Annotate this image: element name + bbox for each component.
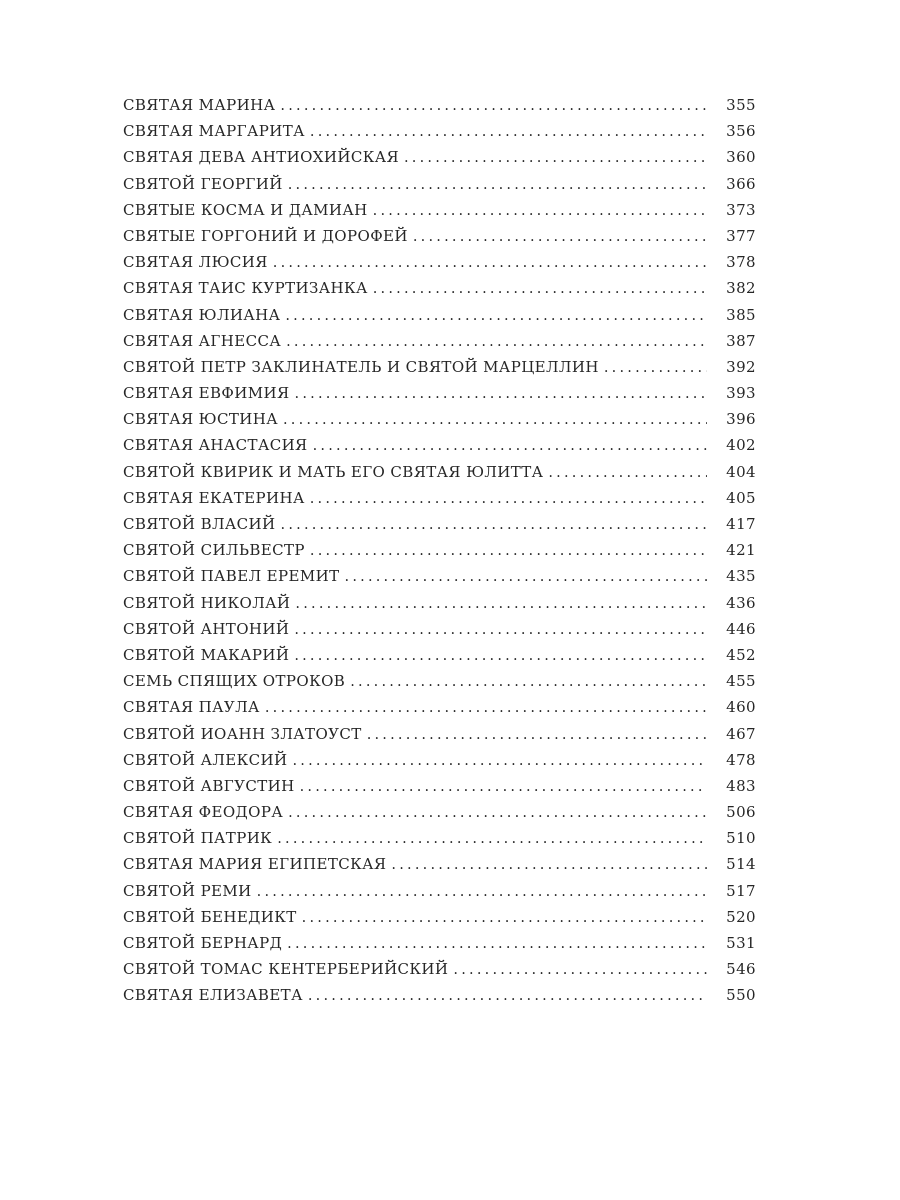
dot-leader: [404, 148, 707, 163]
toc-entry-title: СВЯТЫЕ КОСМА И ДАМИАН: [123, 200, 368, 219]
toc-entry-title: СВЯТОЙ РЕМИ: [123, 881, 252, 900]
dot-leader: [604, 358, 707, 373]
dot-leader: [294, 646, 707, 661]
toc-entry-title: СВЯТОЙ АЛЕКСИЙ: [123, 750, 288, 769]
toc-entry: [123, 175, 756, 201]
toc-entry-page-number: 373: [726, 200, 756, 219]
toc-entry: [123, 620, 756, 646]
toc-entry-title: СВЯТОЙ БЕНЕДИКТ: [123, 907, 297, 926]
toc-entry: [123, 908, 756, 934]
toc-entry: [123, 934, 756, 960]
dot-leader: [281, 515, 707, 530]
toc-entry-title: СВЯТОЙ АВГУСТИН: [123, 776, 295, 795]
toc-entry: [123, 122, 756, 148]
toc-entry: [123, 410, 756, 436]
dot-leader: [285, 306, 707, 321]
toc-entry-page-number: 385: [726, 305, 756, 324]
toc-entry-page-number: 396: [726, 410, 756, 429]
dot-leader: [277, 829, 707, 844]
toc-entry-title: СВЯТОЙ БЕРНАРД: [123, 934, 283, 952]
toc-entry-page-number: 506: [726, 803, 756, 822]
toc-entry: [123, 358, 756, 384]
dot-leader: [313, 436, 707, 451]
dot-leader: [367, 725, 707, 740]
toc-entry-title: СВЯТОЙ ТОМАС КЕНТЕРБЕРИЙСКИЙ: [123, 960, 449, 979]
toc-entry-title: СВЯТАЯ АНАСТАСИЯ: [123, 436, 308, 455]
toc-entry-page-number: 460: [726, 698, 756, 717]
toc-entry-page-number: 483: [726, 776, 756, 795]
toc-entry: [123, 96, 756, 122]
dot-leader: [548, 463, 707, 478]
toc-entry: [123, 541, 756, 567]
toc-entry: [123, 384, 756, 410]
toc-entry: [123, 777, 756, 803]
dot-leader: [292, 751, 707, 766]
dot-leader: [300, 777, 707, 792]
dot-leader: [265, 698, 707, 713]
toc-entry-title: СВЯТОЙ ВЛАСИЙ: [123, 515, 276, 533]
toc-entry-title: СВЯТАЯ ЕВФИМИЯ: [123, 384, 290, 403]
dot-leader: [302, 908, 707, 923]
dot-leader: [286, 332, 707, 347]
dot-leader: [310, 489, 707, 504]
dot-leader: [288, 803, 707, 818]
toc-entry-title: СВЯТАЯ ПАУЛА: [123, 698, 260, 717]
toc-entry-page-number: 392: [726, 357, 756, 376]
toc-entry: [123, 803, 756, 829]
dot-leader: [373, 201, 707, 216]
toc-entry: [123, 515, 756, 541]
toc-entry-page-number: 478: [726, 750, 756, 769]
toc-entry-page-number: 452: [726, 645, 756, 664]
dot-leader: [295, 384, 707, 399]
toc-entry: [123, 253, 756, 279]
toc-entry: [123, 489, 756, 515]
toc-entry-title: СВЯТОЙ ПАТРИК: [123, 829, 273, 848]
toc-entry: [123, 646, 756, 672]
toc-entry: [123, 148, 756, 174]
toc-entry: [123, 725, 756, 751]
toc-entry-page-number: 366: [726, 174, 756, 193]
toc-entry-page-number: 402: [726, 436, 756, 455]
toc-entry-page-number: 378: [726, 253, 756, 272]
toc-entry-title: СВЯТАЯ ЮЛИАНА: [123, 305, 281, 324]
toc-entry: [123, 201, 756, 227]
dot-leader: [280, 96, 707, 111]
dot-leader: [294, 620, 707, 635]
toc-entry-page-number: 531: [726, 934, 756, 952]
toc-entry-title: СВЯТОЙ НИКОЛАЙ: [123, 593, 291, 612]
toc-entry-title: СВЯТОЙ ГЕОРГИЙ: [123, 174, 283, 193]
dot-leader: [273, 253, 707, 268]
dot-leader: [413, 227, 707, 242]
dot-leader: [453, 960, 707, 975]
toc-entry: [123, 751, 756, 777]
toc-entry: [123, 672, 756, 698]
toc-entry-title: СВЯТОЙ ПЕТР ЗАКЛИНАТЕЛЬ И СВЯТОЙ МАРЦЕЛЛИН: [123, 357, 599, 376]
toc-entry-title: СВЯТОЙ АНТОНИЙ: [123, 619, 290, 638]
dot-leader: [345, 567, 707, 582]
toc-entry-page-number: 435: [726, 567, 756, 586]
toc-entry-title: СВЯТАЯ ТАИС КУРТИЗАНКА: [123, 279, 368, 298]
toc-entry: [123, 463, 756, 489]
dot-leader: [310, 541, 707, 556]
dot-leader: [283, 410, 707, 425]
toc-entry: [123, 306, 756, 332]
toc-entry-title: СВЯТАЯ ЮСТИНА: [123, 410, 278, 429]
dot-leader: [295, 594, 707, 609]
toc-entry-title: СВЯТАЯ ЕЛИЗАВЕТА: [123, 986, 303, 1005]
toc-entry-title: СВЯТОЙ КВИРИК И МАТЬ ЕГО СВЯТАЯ ЮЛИТТА: [123, 462, 544, 481]
toc-entry: [123, 960, 756, 986]
toc-entry-title: СВЯТОЙ ПАВЕЛ ЕРЕМИТ: [123, 567, 340, 586]
toc-entry-title: СВЯТОЙ ИОАНН ЗЛАТОУСТ: [123, 724, 362, 743]
toc-entry-page-number: 546: [726, 960, 756, 979]
toc-entry-title: СВЯТАЯ МАРГАРИТА: [123, 122, 305, 141]
toc-entry-page-number: 550: [726, 986, 756, 1005]
toc-entry: [123, 279, 756, 305]
dot-leader: [257, 882, 707, 897]
toc-entry-page-number: 436: [726, 593, 756, 612]
toc-entry-title: СЕМЬ СПЯЩИХ ОТРОКОВ: [123, 672, 346, 691]
toc-entry-page-number: 421: [726, 541, 756, 560]
toc-entry-page-number: 514: [726, 855, 756, 874]
table-of-contents: [123, 96, 756, 1013]
toc-entry-title: СВЯТАЯ ЛЮСИЯ: [123, 253, 268, 272]
dot-leader: [287, 934, 707, 949]
toc-entry-page-number: 510: [726, 829, 756, 848]
toc-entry-page-number: 393: [726, 384, 756, 403]
toc-entry: [123, 829, 756, 855]
toc-entry-page-number: 446: [726, 619, 756, 638]
toc-entry-page-number: 404: [726, 462, 756, 481]
toc-entry-page-number: 360: [726, 148, 756, 167]
toc-entry-page-number: 520: [726, 907, 756, 926]
toc-entry-page-number: 517: [726, 881, 756, 900]
toc-entry-page-number: 356: [726, 122, 756, 141]
dot-leader: [391, 855, 707, 870]
dot-leader: [308, 986, 707, 1001]
toc-entry-title: СВЯТОЙ МАКАРИЙ: [123, 645, 290, 664]
dot-leader: [373, 279, 707, 294]
toc-entry-page-number: 417: [726, 515, 756, 533]
toc-entry: [123, 855, 756, 881]
toc-entry-title: СВЯТАЯ МАРИЯ ЕГИПЕТСКАЯ: [123, 855, 387, 874]
toc-entry-page-number: 455: [726, 672, 756, 691]
dot-leader: [350, 672, 707, 687]
toc-entry: [123, 594, 756, 620]
toc-entry-title: СВЯТАЯ ФЕОДОРА: [123, 803, 284, 822]
toc-entry-title: СВЯТАЯ ДЕВА АНТИОХИЙСКАЯ: [123, 148, 399, 167]
toc-entry: [123, 986, 756, 1012]
toc-entry-page-number: 382: [726, 279, 756, 298]
toc-entry-page-number: 387: [726, 331, 756, 350]
toc-entry: [123, 436, 756, 462]
toc-entry-page-number: 405: [726, 488, 756, 507]
dot-leader: [310, 122, 707, 137]
toc-entry-title: СВЯТАЯ ЕКАТЕРИНА: [123, 488, 305, 507]
toc-entry-title: СВЯТЫЕ ГОРГОНИЙ И ДОРОФЕЙ: [123, 226, 408, 245]
toc-entry-page-number: 377: [726, 226, 756, 245]
dot-leader: [288, 175, 707, 190]
toc-entry-title: СВЯТАЯ АГНЕССА: [123, 331, 282, 350]
toc-entry: [123, 332, 756, 358]
toc-entry: [123, 882, 756, 908]
toc-entry: [123, 698, 756, 724]
toc-entry-title: СВЯТАЯ МАРИНА: [123, 96, 276, 114]
toc-entry: [123, 567, 756, 593]
toc-entry-page-number: 355: [726, 96, 756, 114]
toc-entry-title: СВЯТОЙ СИЛЬВЕСТР: [123, 541, 305, 560]
toc-entry-page-number: 467: [726, 724, 756, 743]
toc-entry: [123, 227, 756, 253]
